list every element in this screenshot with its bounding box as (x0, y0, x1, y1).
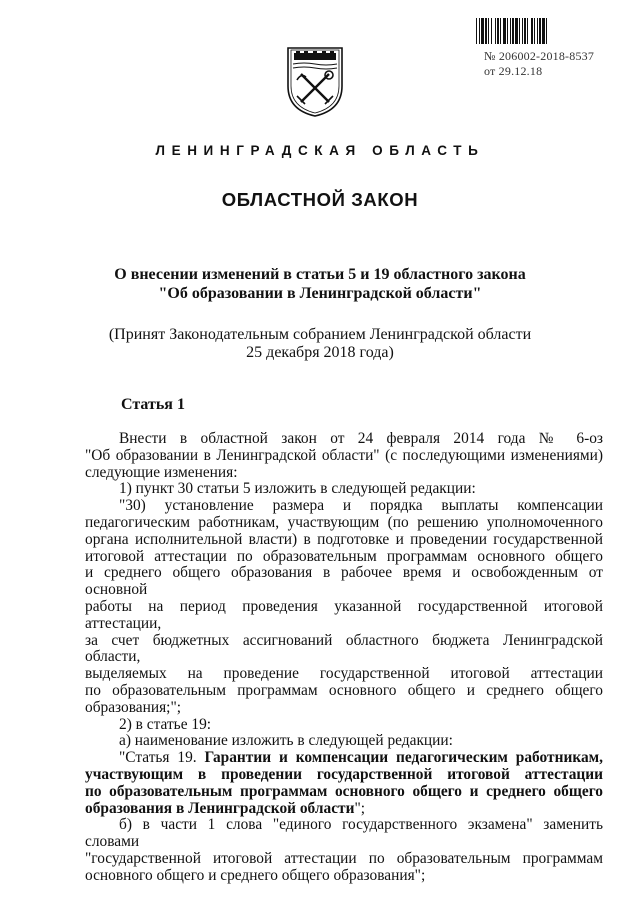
body-line: "государственной итоговой аттестации по образовательным программам (85, 849, 603, 867)
region-name: ЛЕНИНГРАДСКАЯ ОБЛАСТЬ (155, 143, 485, 158)
body-line: 1) пункт 30 статьи 5 изложить в следующей редакции: (119, 480, 476, 498)
body-line: 2) в статье 19: (119, 715, 212, 733)
adoption-line-2: 25 декабря 2018 года) (246, 344, 394, 361)
body-segment-bold: образования в Ленинградской области (85, 799, 355, 817)
body-line: органа исполнительной власти) в подготовке и проведении государственной (85, 530, 603, 548)
body-segment-bold: Гарантии и компенсации педагогическим работникам, (204, 749, 603, 767)
body-line: по образовательным программам основного общего и среднего общего (85, 782, 603, 800)
barcode-bar (547, 18, 549, 44)
body-line: основного общего и среднего общего образования"; (85, 866, 426, 884)
body-line (85, 801, 603, 818)
body-line: б) в части 1 слова "единого государственного экзамена" заменить словами (85, 816, 603, 851)
coat-of-arms-icon (284, 40, 346, 118)
body-segment: "Статья 19. (119, 749, 205, 767)
law-title-line-2: "Об образовании в Ленинградской области" (158, 285, 482, 302)
article-body (85, 431, 603, 885)
body-line: Внести в областной закон от 24 февраля 2014 года № 6-оз (119, 430, 603, 447)
body-line: работы на период проведения указанной государственной итоговой аттестации, (85, 597, 603, 632)
body-line: "Об образовании в Ленинградской области" (с последующими изменениями) (85, 446, 603, 464)
body-line: итоговой аттестации по образовательным программам основного общего (85, 547, 603, 565)
law-title-line-1: О внесении изменений в статьи 5 и 19 областного закона (114, 266, 526, 283)
body-line: педагогическим работникам, участвующим (по решению уполномоченного (85, 513, 603, 531)
registration-date: от 29.12.18 (484, 64, 543, 78)
body-line: следующие изменения: (85, 463, 238, 481)
body-segment: "; (354, 799, 366, 817)
body-line: а) наименование изложить в следующей редакции: (119, 732, 453, 750)
law-type-heading: ОБЛАСТНОЙ ЗАКОН (221, 189, 419, 210)
body-line: "30) установление размера и порядка выплаты компенсации (119, 497, 603, 515)
adoption-line-1: (Принят Законодательным собранием Ленинградской области (108, 326, 532, 343)
article-heading: Статья 1 (121, 396, 185, 413)
body-line: выделяемых на проведение государственной итоговой аттестации (85, 665, 603, 683)
body-line: и среднего общего образования в рабочее время и освобожденным от основной (85, 564, 603, 599)
body-line: участвующим в проведении государственной итоговой аттестации (85, 765, 603, 783)
body-line (85, 750, 603, 767)
body-line: по образовательным программам основного общего и среднего общего (85, 681, 603, 699)
barcode (476, 18, 598, 44)
body-line: за счет бюджетных ассигнований областного бюджета Ленинградской области, (85, 631, 603, 666)
body-line: образования;"; (85, 698, 182, 716)
registration-number: № 206002-2018-8537 (484, 49, 595, 63)
